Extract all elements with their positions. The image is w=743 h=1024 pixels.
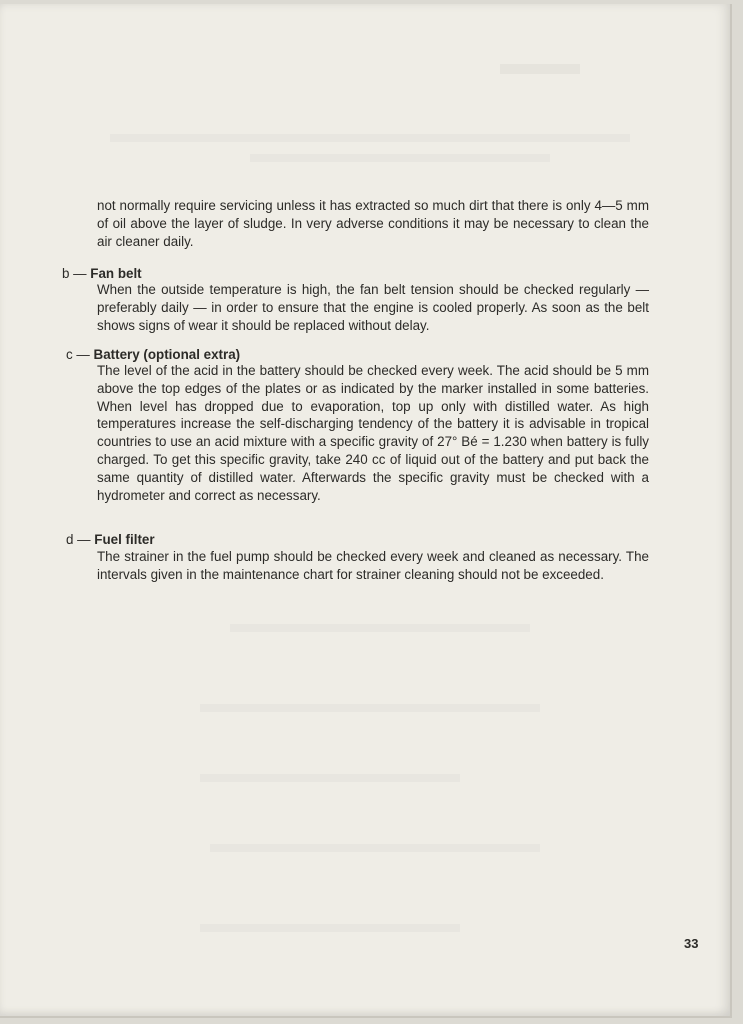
section-letter: d — (66, 532, 91, 547)
section-title: Battery (optional extra) (93, 347, 241, 362)
page-number: 33 (684, 936, 699, 951)
section-title: Fuel filter (94, 532, 155, 547)
section-body-fuel-filter: The strainer in the fuel pump should be checked every week and cleaned as necessary. The intervals given in the maintenance chart for strainer cleaning should not be exceeded. (97, 549, 649, 582)
intro-paragraph: not normally require servicing unless it has extracted so much dirt that there is only 4—5 mm of oil above the layer of sludge. In very adverse conditions it may be necessary to clean the air cleaner daily. (97, 198, 649, 249)
section-body-fan-belt: When the outside temperature is high, the fan belt tension should be checked regularly — preferably daily — in order to ensure that the engine is cooled properly. As soon as the belt shows signs of wear it should be replaced without delay. (97, 282, 649, 333)
section-letter: b — (62, 266, 87, 281)
section-letter: c — (66, 347, 90, 362)
section-heading-fuel-filter (66, 532, 155, 547)
document-page (0, 4, 732, 1018)
section-body-battery: The level of the acid in the battery should be checked every week. The acid should be 5 mm above the top edges of the plates or as indicated by the marker installed in some batteries. When level has dropped due to evaporation, top up only with distilled water. As high temperatures increase the self-discharging tendency of the battery it is advisable in tropical countries to use an acid mixture with a specific gravity of 27° Bé = 1.230 when battery is fully charged. To get this specific gravity, take 240 cc of liquid out of the battery and put back the same quantity of distilled water. Afterwards the specific gravity must be checked with a hydrometer and correct as necessary. (97, 363, 649, 503)
section-title: Fan belt (90, 266, 142, 281)
section-heading-fan-belt (62, 266, 142, 281)
section-heading-battery (66, 347, 240, 362)
